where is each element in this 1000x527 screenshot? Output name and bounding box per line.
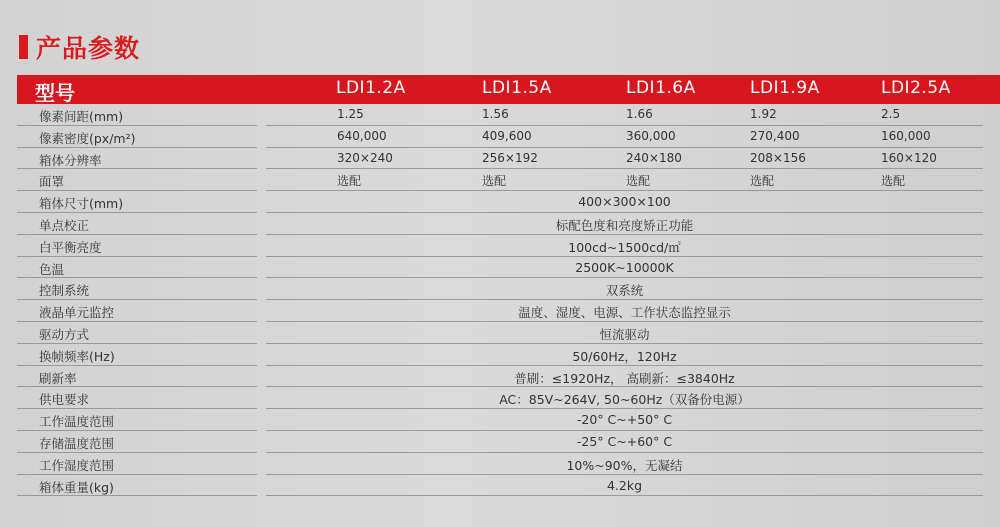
row-value-model-1: 320×240: [337, 150, 393, 165]
row-value-model-5: 选配: [881, 174, 906, 189]
title-accent-mark: [19, 35, 28, 59]
row-value-all-models: 2500K~10000K: [575, 259, 674, 275]
row-value-model-1: 640,000: [337, 128, 387, 143]
table-row: [17, 104, 1000, 126]
table-row: [17, 344, 1000, 366]
table-row: [17, 191, 1000, 213]
row-label: 存储温度范围: [39, 435, 115, 451]
row-value-model-5: 160×120: [881, 150, 937, 165]
row-divider-left: [17, 495, 257, 496]
table-row: [17, 278, 1000, 300]
row-value-model-4: 1.92: [750, 107, 777, 121]
row-value-model-3: 360,000: [626, 128, 676, 143]
row-value-model-1: 1.25: [337, 107, 364, 121]
table-row: [17, 235, 1000, 257]
row-label: 面罩: [39, 174, 65, 190]
table-row: [17, 409, 1000, 431]
row-value-all-models: 温度、湿度、电源、工作状态监控显示: [518, 305, 731, 321]
row-label: 驱动方式: [39, 326, 90, 342]
table-row: [17, 387, 1000, 409]
row-label: 液晶单元监控: [39, 305, 115, 321]
row-value-model-5: 2.5: [881, 107, 901, 121]
row-value-model-3: 240×180: [626, 150, 682, 165]
row-label: 像素密度(px/m²): [39, 130, 136, 146]
row-value-model-2: 1.56: [482, 107, 509, 121]
table-row: [17, 257, 1000, 279]
table-row: [17, 475, 1000, 497]
page-title-bar: [19, 29, 140, 65]
row-label: 换帧频率(Hz): [39, 348, 115, 364]
header-model-4: LDI1.9A: [750, 78, 820, 98]
row-label: 刷新率: [39, 370, 77, 386]
row-value-model-5: 160,000: [881, 128, 931, 143]
row-value-all-models: 50/60Hz，120Hz: [572, 348, 677, 364]
row-label: 单点校正: [39, 217, 90, 233]
row-label: 箱体重量(kg): [39, 479, 114, 495]
row-label: 供电要求: [39, 392, 90, 408]
row-value-model-2: 256×192: [482, 150, 538, 165]
row-value-all-models: -25° C~+60° C: [576, 433, 673, 449]
row-value-all-models: 双系统: [605, 283, 644, 299]
header-model-5: LDI2.5A: [881, 78, 951, 98]
row-value-model-3: 选配: [626, 174, 651, 189]
spec-table: [17, 75, 1000, 496]
row-value-model-3: 1.66: [626, 107, 653, 121]
header-model-2: LDI1.5A: [482, 78, 552, 98]
header-model-3: LDI1.6A: [626, 78, 696, 98]
row-value-all-models: 400×300×100: [578, 194, 671, 210]
table-header: [17, 75, 1000, 104]
row-value-all-models: 恒流驱动: [599, 326, 650, 342]
table-row: [17, 366, 1000, 388]
row-label: 工作湿度范围: [39, 457, 115, 473]
table-row: [17, 126, 1000, 148]
table-row: [17, 322, 1000, 344]
page-title: 产品参数: [36, 34, 141, 63]
row-label: 像素间距(mm): [39, 109, 124, 124]
row-value-all-models: 标配色度和亮度矫正功能: [555, 217, 694, 233]
row-value-all-models: 100cd~1500cd/㎡: [568, 239, 681, 255]
row-value-model-1: 选配: [337, 174, 362, 189]
row-label: 工作温度范围: [39, 414, 115, 430]
row-label: 白平衡亮度: [39, 239, 102, 255]
table-row: [17, 169, 1000, 191]
row-label: 箱体分辨率: [39, 152, 102, 168]
row-value-all-models: 10%~90%，无凝结: [566, 457, 683, 473]
row-label: 色温: [39, 261, 65, 277]
row-value-all-models: AC：85V~264V, 50~60Hz（双备份电源）: [499, 392, 750, 408]
row-value-model-2: 409,600: [482, 128, 532, 143]
row-value-all-models: -20° C~+50° C: [576, 412, 673, 428]
row-divider-right: [266, 495, 983, 496]
row-label: 箱体尺寸(mm): [39, 196, 124, 212]
header-model-1: LDI1.2A: [336, 78, 406, 98]
row-value-all-models: 普刷：≤1920Hz， 高刷新：≤3840Hz: [514, 370, 735, 386]
table-row: [17, 453, 1000, 475]
table-body: [17, 104, 1000, 496]
row-value-model-4: 208×156: [750, 150, 806, 165]
row-label: 控制系统: [39, 283, 90, 299]
row-value-all-models: 4.2kg: [606, 477, 643, 493]
header-label: 型号: [35, 81, 75, 105]
table-row: [17, 148, 1000, 170]
row-value-model-2: 选配: [482, 174, 507, 189]
table-row: [17, 431, 1000, 453]
table-row: [17, 213, 1000, 235]
row-value-model-4: 选配: [750, 174, 775, 189]
row-value-model-4: 270,400: [750, 128, 800, 143]
table-row: [17, 300, 1000, 322]
